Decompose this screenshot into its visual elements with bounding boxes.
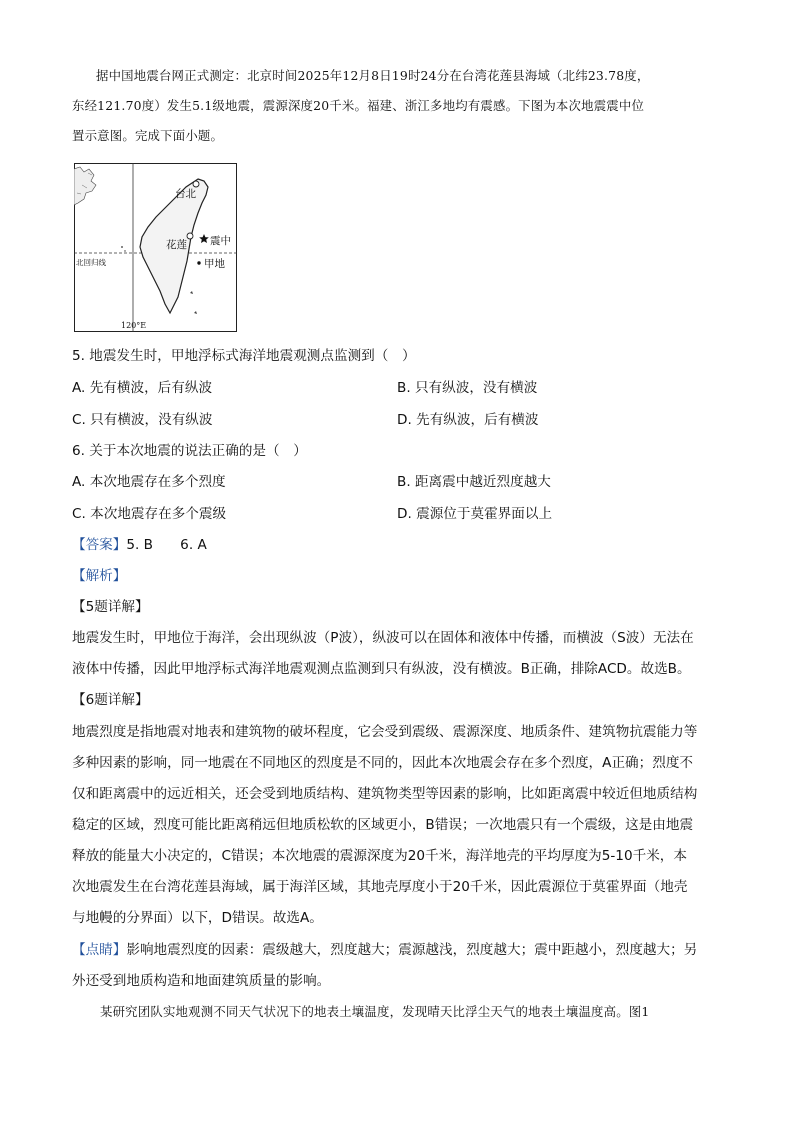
next-intro: 某研究团队实地观测不同天气状况下的地表土壤温度，发现晴天比浮尘天气的地表土壤温度高。图1 [100,1004,650,1019]
longitude-label: 120°E [121,321,147,330]
d5-line-2: 液体中传播，因此甲地浮标式海洋地震观测点监测到只有纵波，没有横波。B正确，排除ACD。故选B。 [72,661,691,677]
q5-option-a: A. 先有横波，后有纵波 [72,380,213,396]
q5-option-c: C. 只有横波，没有纵波 [72,412,213,428]
q6-option-b: B. 距离震中越近烈度越大 [397,474,551,490]
d6-line-6: 次地震发生在台湾花莲县海域，属于海洋区域，其地壳厚度小于20千米，因此震源位于莫霍界面（地壳 [72,879,688,895]
d6-line-3: 仅和距离震中的远近相关，还会受到地质结构、建筑物类型等因素的影响，比如距离震中较近但地质结构 [72,786,698,802]
q6-stem: 6. 关于本次地震的说法正确的是（ ） [72,443,307,459]
jia-marker [197,261,200,264]
answer-tag: 【答案】 [72,537,127,553]
d5-line-1: 地震发生时，甲地位于海洋，会出现纵波（P波），纵波可以在固体和液体中传播，而横波（S波）无法在 [72,630,694,646]
tip-line-1 [72,940,697,960]
hualien-label: 花莲 [166,239,187,251]
q5-option-b: B. 只有纵波，没有横波 [397,380,538,396]
d6-line-2: 多种因素的影响，同一地震在不同地区的烈度是不同的，因此本次地震会存在多个烈度，A正确；烈度不 [72,755,694,771]
intro-line-1: 据中国地震台网正式测定：北京时间2025年12月8日19时24分在台湾花莲县海域（北纬23.78度， [96,68,650,83]
q6-option-d: D. 震源位于莫霍界面以上 [397,506,553,522]
taipei-label: 台北 [175,188,196,200]
tropic-label: 北回归线 [76,258,106,267]
taiwan-earthquake-map [74,163,237,332]
d6-line-1: 地震烈度是指地震对地表和建筑物的破坏程度，它会受到震级、震源深度、地质条件、建筑物抗震能力等 [72,724,698,740]
d6-line-7: 与地幔的分界面）以下，D错误。故选A。 [72,910,323,926]
q5-option-d: D. 先有纵波，后有横波 [397,412,539,428]
d6-tag: 【6题详解】 [72,692,149,708]
tip-text-1: 影响地震烈度的因素：震级越大，烈度越大；震源越浅，烈度越大；震中距越小，烈度越大；另 [126,942,698,958]
analysis-tag: 【解析】 [72,568,127,584]
tip-line-2: 外还受到地质构造和地面建筑质量的影响。 [72,973,331,989]
answer-line [72,535,207,555]
d6-line-5: 释放的能量大小决定的，C错误；本次地震的震源深度为20千米，海洋地壳的平均厚度为5-10千米，本 [72,848,687,864]
epicenter-label: 震中 [210,235,231,247]
intro-line-2: 东经121.70度）发生5.1级地震，震源深度20千米。福建、浙江多地均有震感。下图为本次地震震中位 [72,98,645,113]
tip-tag: 【点睛】 [72,942,127,958]
taipei-marker [193,181,199,187]
d6-line-4: 稳定的区域，烈度可能比距离稍远但地质松软的区域更小，B错误；一次地震只有一个震级，这是由地震 [72,817,694,833]
answer-text: 5. B 6. A [126,537,207,553]
jia-label: 甲地 [204,258,225,270]
intro-line-3: 置示意图。完成下面小题。 [72,128,224,143]
hualien-marker [187,233,193,239]
q5-stem: 5. 地震发生时，甲地浮标式海洋地震观测点监测到（ ） [72,348,416,364]
q6-option-a: A. 本次地震存在多个烈度 [72,474,226,490]
q6-option-c: C. 本次地震存在多个震级 [72,506,227,522]
d5-tag: 【5题详解】 [72,599,149,615]
